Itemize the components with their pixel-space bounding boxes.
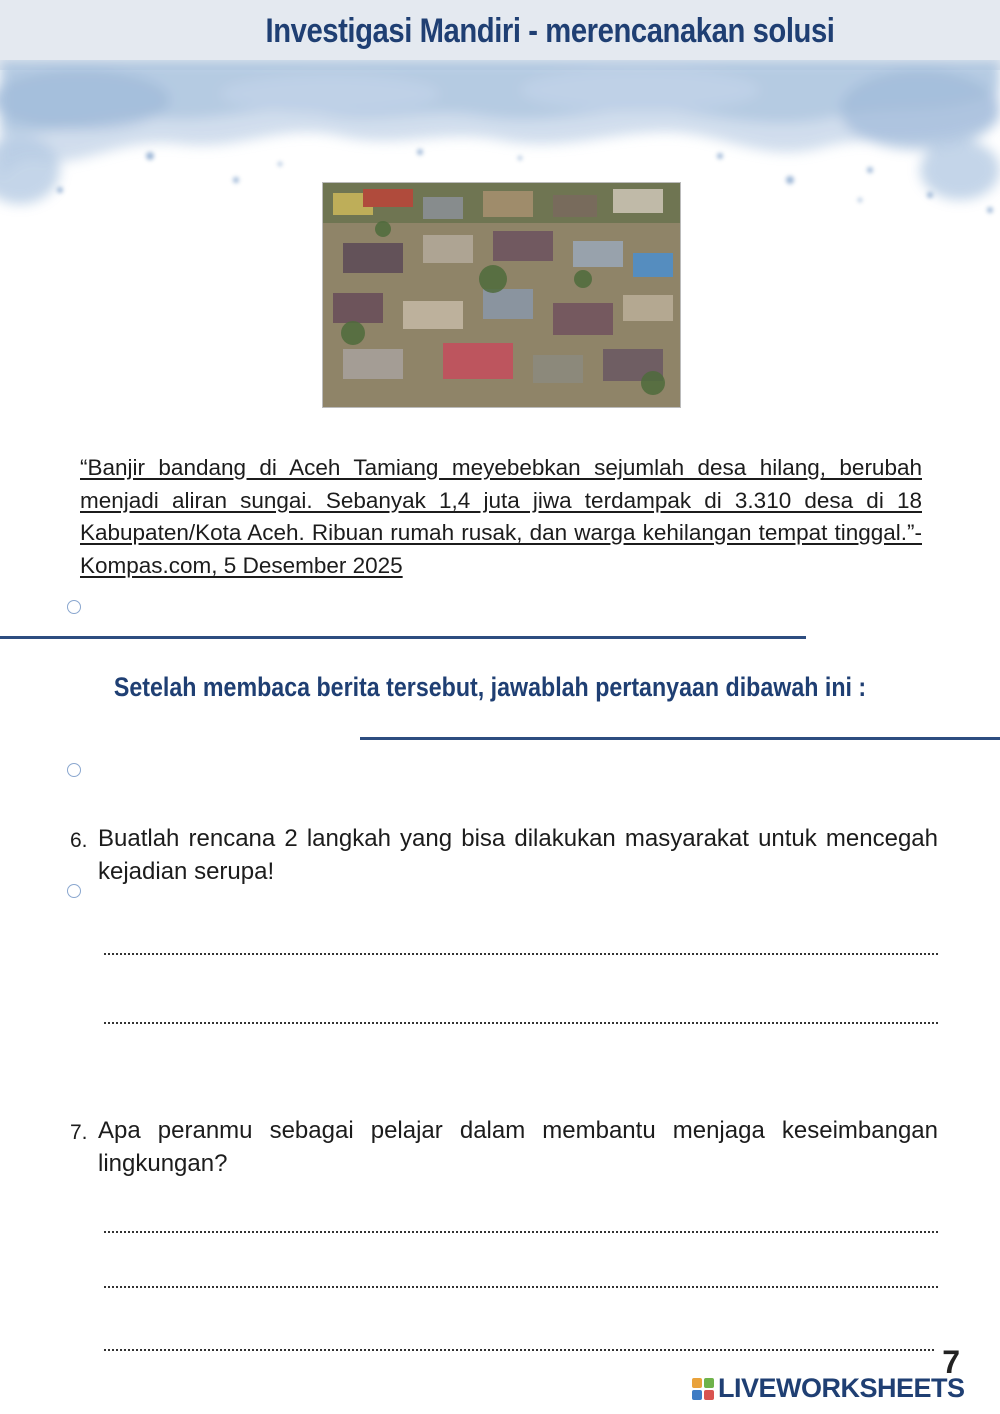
divider-line xyxy=(360,737,1000,740)
flood-damage-photo xyxy=(322,182,681,408)
question-text: Apa peranmu sebagai pelajar dalam membantu menjaga keseimbangan lingkungan? xyxy=(98,1117,938,1177)
divider-line xyxy=(0,636,806,639)
news-quote: “Banjir bandang di Aceh Tamiang meyebebkan sejumlah desa hilang, berubah menjadi aliran sungai. Sebanyak 1,4 juta jiwa terdampak di 3.310 desa di 18 Kabupaten/Kota Aceh. Ribuan rumah rusak, dan warga kehilangan tempat tinggal.”- Kompas.com, 5 Desember 2025 xyxy=(80,455,922,578)
page-number: 7 xyxy=(942,1344,960,1380)
liveworksheets-logo-icon xyxy=(692,1378,714,1400)
bullet-circle xyxy=(67,600,81,614)
flood-damage-image xyxy=(323,183,680,407)
bullet-circle xyxy=(67,763,81,777)
question-text: Buatlah rencana 2 langkah yang bisa dilakukan masyarakat untuk mencegah kejadian serupa! xyxy=(98,825,938,885)
page-title: Investigasi Mandiri - merencanakan solusi xyxy=(265,12,835,50)
answer-line[interactable] xyxy=(104,953,938,955)
answer-line[interactable] xyxy=(104,1286,938,1288)
answer-line[interactable] xyxy=(104,1022,938,1024)
liveworksheets-brand: LIVEWORKSHEETS xyxy=(718,1373,965,1403)
instruction-heading: Setelah membaca berita tersebut, jawablah pertanyaan dibawah ini : xyxy=(113,672,867,702)
answer-line[interactable] xyxy=(104,1231,938,1233)
bullet-circle xyxy=(67,884,81,898)
liveworksheets-logo xyxy=(692,1373,965,1404)
answer-line[interactable] xyxy=(104,1349,934,1351)
question-number: 7. xyxy=(70,1121,88,1144)
question-number: 6. xyxy=(70,829,88,852)
